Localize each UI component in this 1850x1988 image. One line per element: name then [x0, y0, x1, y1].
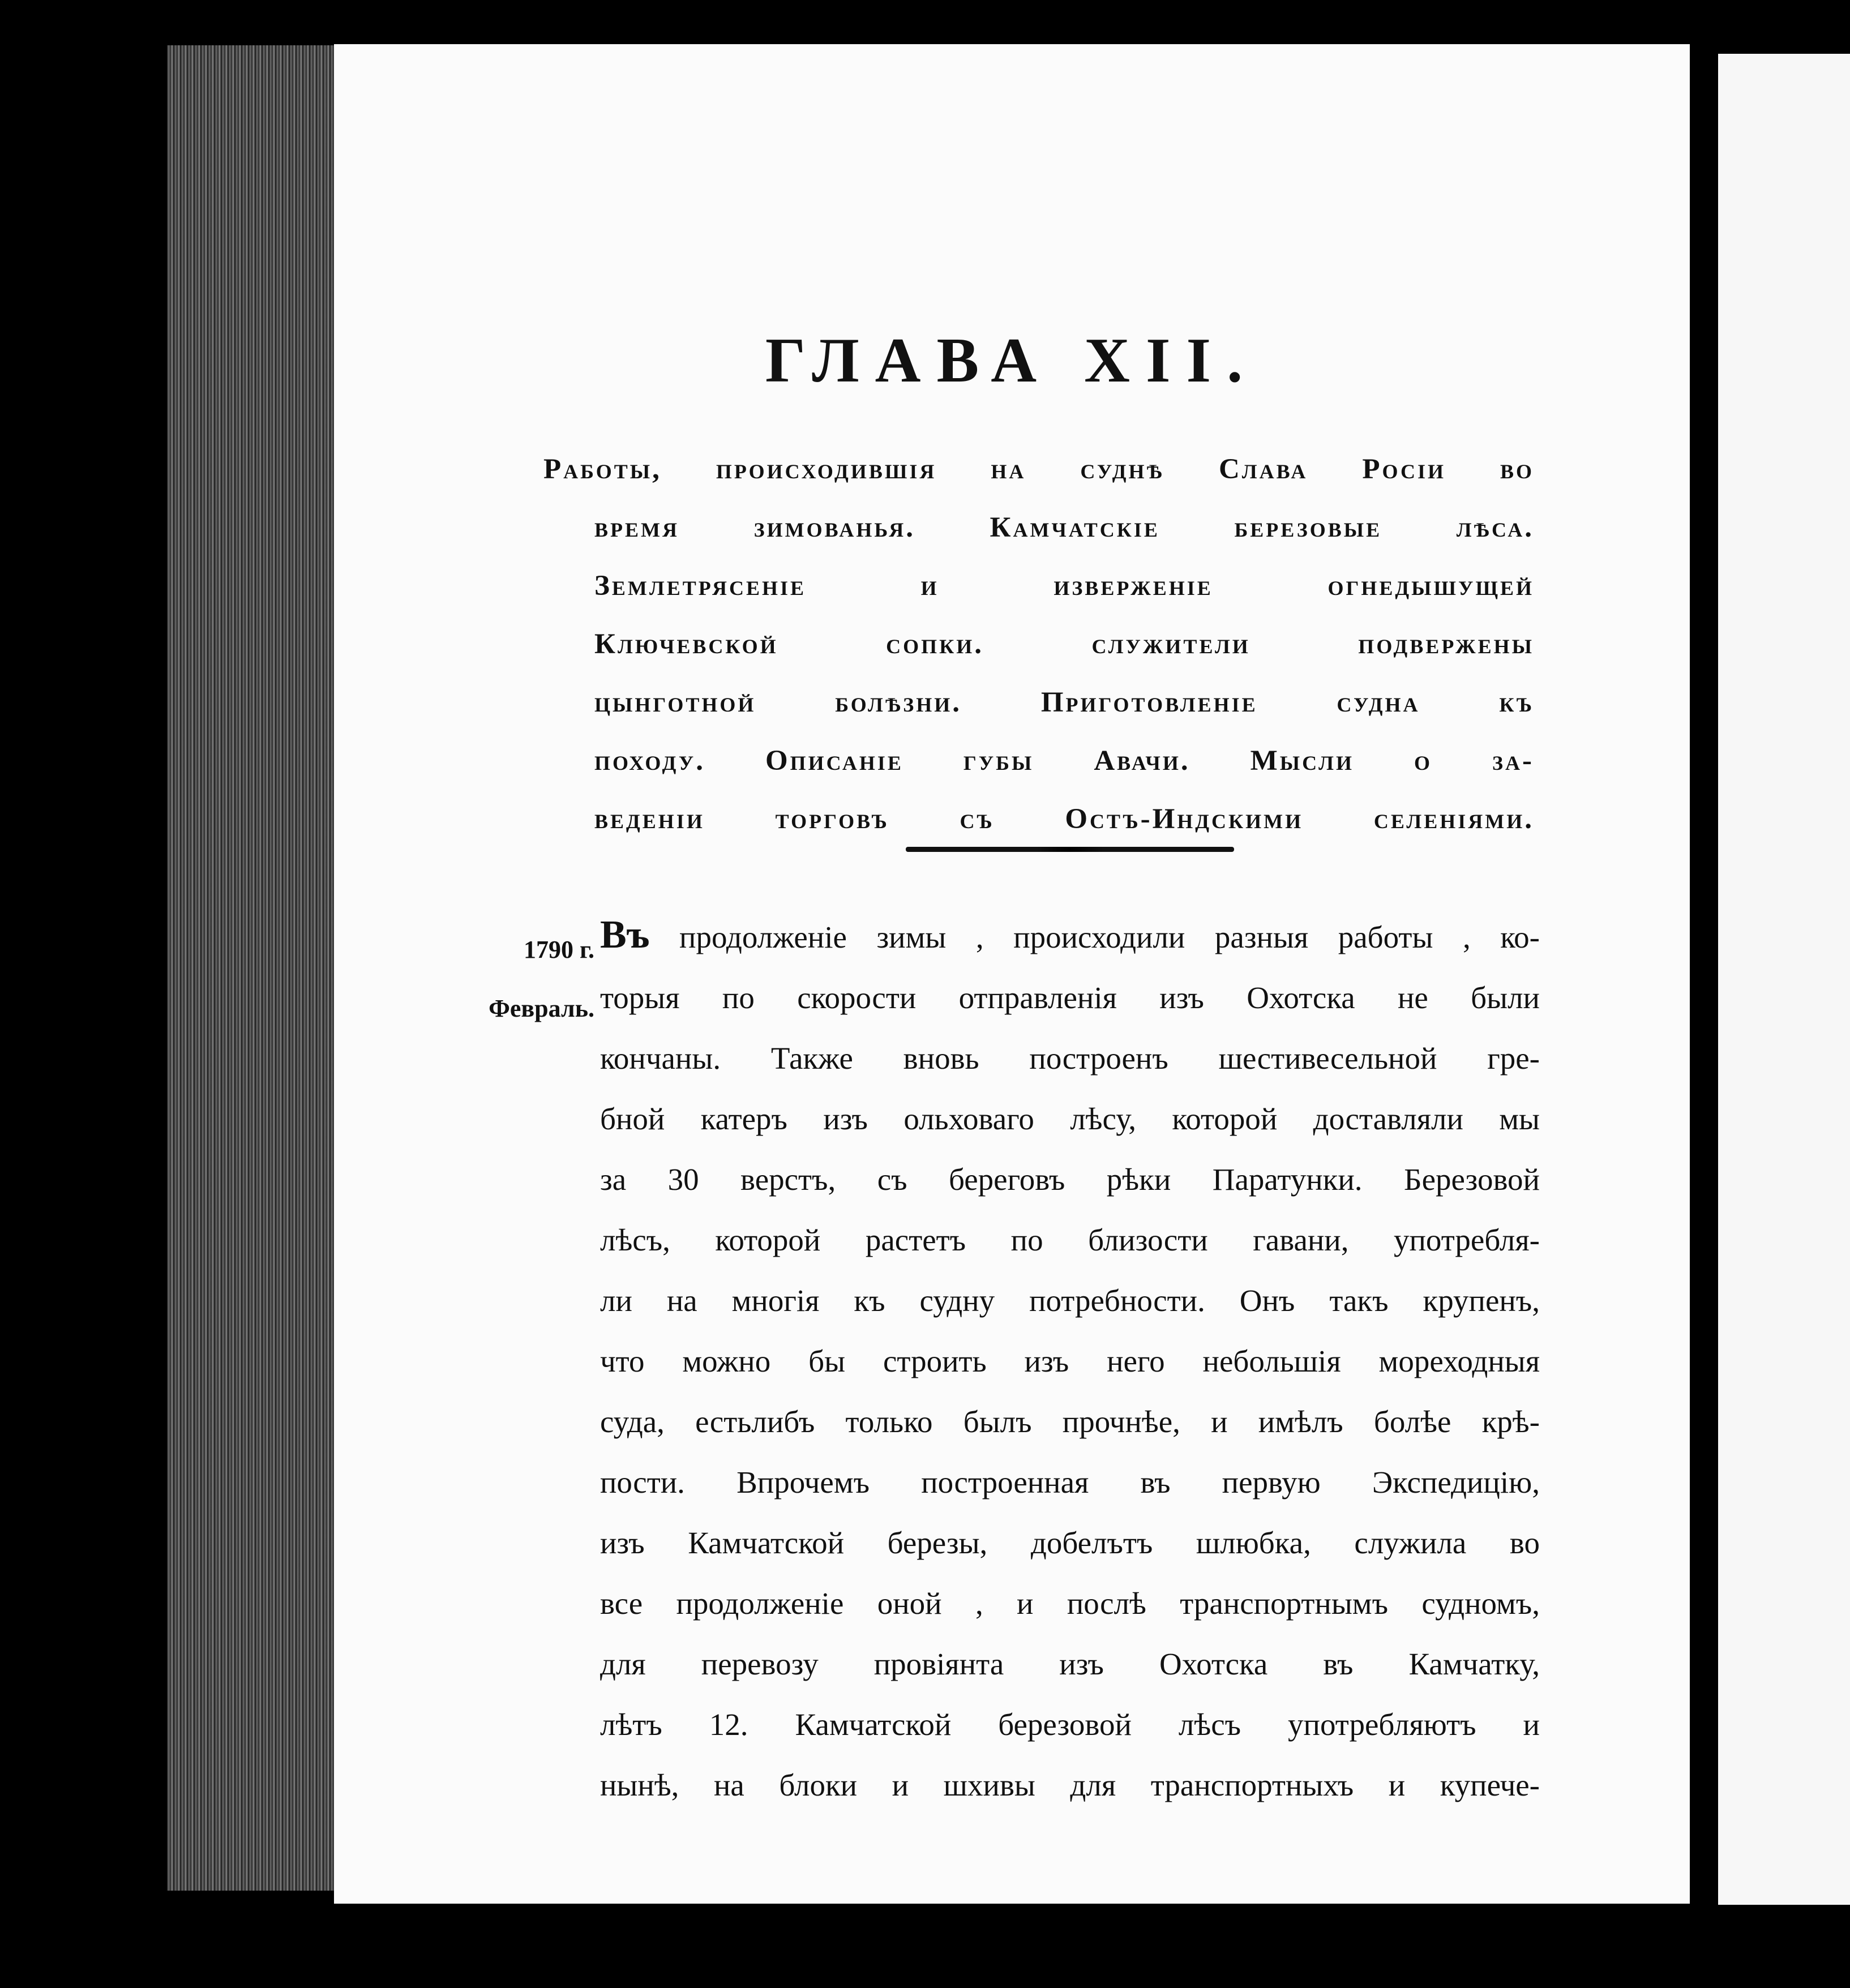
body-line: пости. Впрочемъ построенная въ первую Экспедицію,	[600, 1465, 1540, 1499]
first-line-text: продолженіе зимы , происходили разныя работы , ко-	[649, 920, 1540, 954]
adjacent-page-edge	[1718, 54, 1850, 1905]
body-line: для перевозу провіянта изъ Охотска въ Камчатку,	[600, 1647, 1540, 1681]
body-line: ли на многія къ судну потребности. Онъ такъ крупенъ,	[600, 1283, 1540, 1318]
summary-line: веденіи торговъ съ Остъ-Индскими селеніями.	[594, 803, 1534, 835]
body-line: торыя по скорости отправленія изъ Охотска не были	[600, 980, 1540, 1015]
body-line: нынѣ, на блоки и шхивы для транспортныхъ и купече-	[600, 1768, 1540, 1802]
first-word: Въ	[600, 913, 650, 957]
margin-year: 1790 г.	[523, 936, 594, 963]
body-line: суда, естьлибъ только былъ прочнѣе, и имѣлъ болѣе крѣ-	[600, 1404, 1540, 1439]
summary-line: походу. Описаніе губы Авачи. Мысли о за-	[594, 745, 1534, 777]
chapter-summary	[543, 440, 1534, 849]
summary-line: Землетрясеніе и изверженіе огнедышущей	[594, 570, 1534, 602]
margin-date-note	[464, 920, 594, 1038]
summary-line: цынготной болѣзни. Приготовленіе судна къ	[594, 687, 1534, 718]
body-line: лѣсъ, которой растетъ по близости гавани, употребля-	[600, 1223, 1540, 1257]
body-line: за 30 верстъ, съ береговъ рѣки Паратунки. Березовой	[600, 1162, 1540, 1197]
body-line: кончаны. Также вновь построенъ шестивесельной гре-	[600, 1041, 1540, 1076]
summary-line: Ключевской сопки. служители подвержены	[594, 628, 1534, 660]
body-text	[600, 905, 1540, 1815]
book-page-edges	[167, 45, 337, 1891]
summary-line: Работы, происходившія на суднѣ Слава Росіи во	[543, 453, 1534, 485]
body-line: все продолженіе оной , и послѣ транспортнымъ судномъ,	[600, 1586, 1540, 1621]
margin-month: Февраль.	[489, 995, 594, 1022]
section-divider	[906, 847, 1234, 852]
body-line	[600, 905, 1540, 967]
summary-line: время зимованья. Камчатскіе березовые лѣса.	[594, 512, 1534, 543]
book-page	[334, 44, 1690, 1904]
body-line: лѣтъ 12. Камчатской березовой лѣсъ употребляютъ и	[600, 1707, 1540, 1742]
body-line: что можно бы строить изъ него небольшія мореходныя	[600, 1344, 1540, 1378]
body-line: бной катеръ изъ ольховаго лѣсу, которой доставляли мы	[600, 1102, 1540, 1136]
chapter-title: ГЛАВА XII.	[765, 325, 1259, 396]
body-line: изъ Камчатской березы, добелътъ шлюбка, служила во	[600, 1526, 1540, 1560]
